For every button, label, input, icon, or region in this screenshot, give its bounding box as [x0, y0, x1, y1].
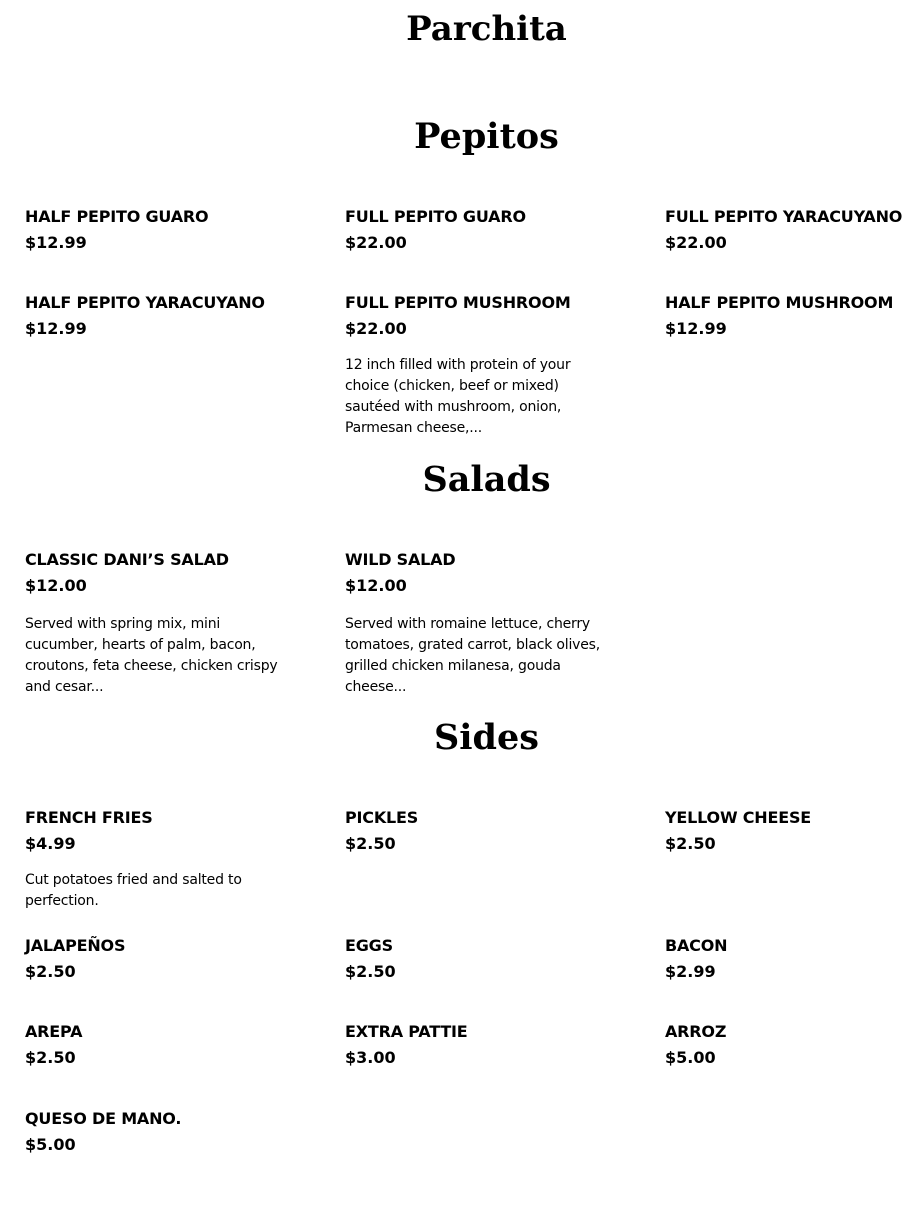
- item-price: $12.00: [345, 576, 407, 595]
- item-name: QUESO DE MANO.: [25, 1109, 182, 1128]
- item-price: $2.50: [25, 1048, 76, 1067]
- item-name: FULL PEPITO MUSHROOM: [345, 293, 571, 312]
- item-name: EXTRA PATTIE: [345, 1022, 468, 1041]
- restaurant-title: Parchita: [406, 9, 567, 49]
- menu-item-full-pepito-yaracuyano[interactable]: [665, 207, 910, 253]
- item-name: FULL PEPITO YARACUYANO: [665, 207, 903, 226]
- item-description: 12 inch filled with protein of your choice (chicken, beef or mixed) sautéed with mushroom, onion, Parmesan cheese,...: [345, 357, 571, 436]
- item-price: $3.00: [345, 1048, 396, 1067]
- item-price: $22.00: [665, 233, 727, 252]
- item-description: Served with spring mix, mini cucumber, hearts of palm, bacon, croutons, feta cheese, chicken crispy and cesar...: [25, 616, 278, 695]
- menu-item-full-pepito-mushroom[interactable]: [345, 293, 625, 439]
- section-title-salads: Salads: [422, 459, 551, 500]
- menu-item-bacon[interactable]: [665, 936, 910, 982]
- item-name: PICKLES: [345, 808, 419, 827]
- item-price: $12.99: [25, 233, 87, 252]
- item-name: AREPA: [25, 1022, 83, 1041]
- menu-item-extra-pattie[interactable]: [345, 1022, 625, 1068]
- item-name: FULL PEPITO GUARO: [345, 207, 526, 226]
- item-price: $12.99: [25, 319, 87, 338]
- item-price: $5.00: [25, 1135, 76, 1154]
- item-price: $2.50: [25, 962, 76, 981]
- item-price: $22.00: [345, 319, 407, 338]
- item-description: Cut potatoes fried and salted to perfection.: [25, 872, 242, 909]
- menu-item-half-pepito-mushroom[interactable]: [665, 293, 910, 339]
- menu-item-half-pepito-yaracuyano[interactable]: [25, 293, 305, 339]
- section-title-pepitos: Pepitos: [414, 116, 559, 157]
- item-name: EGGS: [345, 936, 393, 955]
- menu-item-queso-de-mano[interactable]: [25, 1109, 305, 1155]
- menu-item-yellow-cheese[interactable]: [665, 808, 910, 854]
- item-name: CLASSIC DANI’S SALAD: [25, 550, 229, 569]
- menu-item-full-pepito-guaro[interactable]: [345, 207, 625, 253]
- item-price: $22.00: [345, 233, 407, 252]
- item-price: $2.50: [345, 962, 396, 981]
- item-name: JALAPEÑOS: [25, 936, 126, 955]
- item-price: $2.50: [665, 834, 716, 853]
- item-description: Served with romaine lettuce, cherry tomatoes, grated carrot, black olives, grilled chicken milanesa, gouda cheese...: [345, 616, 600, 695]
- item-name: HALF PEPITO MUSHROOM: [665, 293, 894, 312]
- menu-item-wild-salad[interactable]: [345, 550, 625, 698]
- item-name: WILD SALAD: [345, 550, 456, 569]
- item-price: $12.99: [665, 319, 727, 338]
- menu-item-arroz[interactable]: [665, 1022, 910, 1068]
- item-name: YELLOW CHEESE: [665, 808, 812, 827]
- item-name: BACON: [665, 936, 728, 955]
- item-price: $2.99: [665, 962, 716, 981]
- item-price: $2.50: [345, 834, 396, 853]
- item-name: FRENCH FRIES: [25, 808, 153, 827]
- item-price: $4.99: [25, 834, 76, 853]
- menu-item-eggs[interactable]: [345, 936, 625, 982]
- item-name: HALF PEPITO GUARO: [25, 207, 209, 226]
- section-title-sides: Sides: [433, 717, 540, 758]
- menu-item-classic-danis-salad[interactable]: [25, 550, 305, 698]
- item-name: HALF PEPITO YARACUYANO: [25, 293, 265, 312]
- item-price: $12.00: [25, 576, 87, 595]
- menu-item-half-pepito-guaro[interactable]: [25, 207, 305, 253]
- menu-item-jalapenos[interactable]: [25, 936, 305, 982]
- menu-item-french-fries[interactable]: [25, 808, 305, 912]
- item-price: $5.00: [665, 1048, 716, 1067]
- menu-item-arepa[interactable]: [25, 1022, 305, 1068]
- item-name: ARROZ: [665, 1022, 727, 1041]
- menu-item-pickles[interactable]: [345, 808, 625, 854]
